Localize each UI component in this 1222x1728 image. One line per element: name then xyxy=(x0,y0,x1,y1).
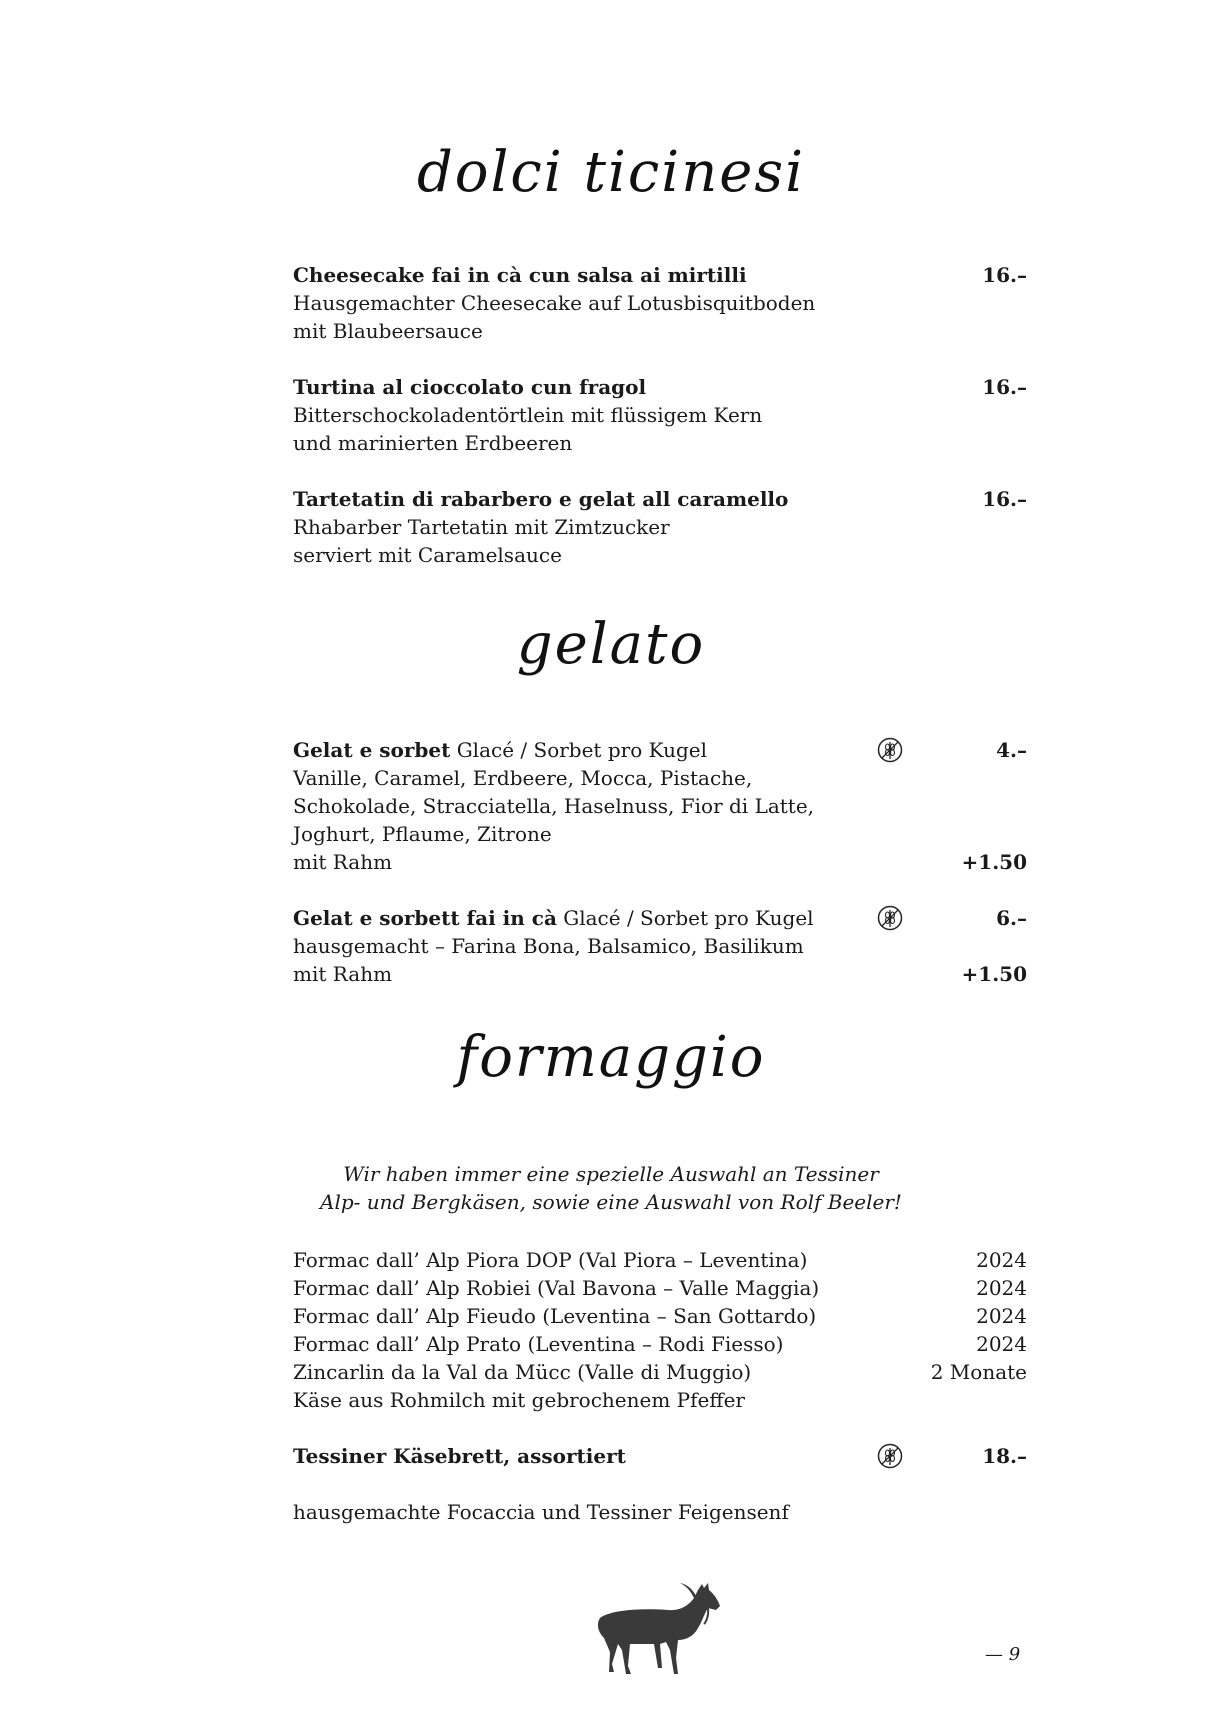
extra-label: mit Rahm xyxy=(293,850,393,874)
dolci-items xyxy=(293,261,1027,569)
extra-label: mit Rahm xyxy=(293,962,393,986)
item-name: Turtina al cioccolato cun fragol xyxy=(293,375,647,399)
menu-item xyxy=(293,736,1027,876)
intro-line: Alp- und Bergkäsen, sowie eine Auswahl von Rolf Beeler! xyxy=(320,1190,902,1214)
menu-item xyxy=(293,373,1027,457)
item-subtitle: Glacé / Sorbet pro Kugel xyxy=(556,906,814,930)
item-name: Tessiner Käsebrett, assortiert xyxy=(293,1444,626,1468)
menu-item xyxy=(293,485,1027,569)
item-name: Cheesecake fai in cà cun salsa ai mirtilli xyxy=(293,263,747,287)
wheat-icon xyxy=(877,1443,903,1469)
menu-item xyxy=(293,904,1027,988)
cheese-row: Zincarlin da la Val da Mücc (Valle di Muggio) 2 Monate xyxy=(293,1360,1027,1384)
item-desc: hausgemacht – Farina Bona, Balsamico, Basilikum xyxy=(293,934,804,958)
item-price: 16.– xyxy=(982,487,1027,511)
wheat-icon xyxy=(877,737,903,763)
intro-line: Wir haben immer eine spezielle Auswahl an Tessiner xyxy=(343,1162,879,1186)
item-desc: mit Blaubeersauce xyxy=(293,319,483,343)
cheese-note: Käse aus Rohmilch mit gebrochenem Pfeffer xyxy=(293,1388,745,1412)
item-desc: Bitterschockoladentörtlein mit flüssigem Kern xyxy=(293,403,763,427)
cheese-row: Formac dall’ Alp Prato (Leventina – Rodi Fiesso) 2024 xyxy=(293,1332,1027,1356)
item-price: 4.– xyxy=(996,738,1027,762)
cheese-list xyxy=(293,1246,1027,1526)
board-note: hausgemachte Focaccia und Tessiner Feigensenf xyxy=(293,1500,789,1524)
item-subtitle: Glacé / Sorbet pro Kugel xyxy=(450,738,708,762)
extra-price: +1.50 xyxy=(961,962,1027,986)
cheese-row: Formac dall’ Alp Robiei (Val Bavona – Valle Maggia) 2024 xyxy=(293,1276,1027,1300)
heading-formaggio: formaggio xyxy=(456,1025,766,1090)
item-desc: Hausgemachter Cheesecake auf Lotusbisquitboden xyxy=(293,291,816,315)
gelato-items xyxy=(293,736,1027,988)
goat-icon xyxy=(590,1580,724,1678)
item-name: Tartetatin di rabarbero e gelat all caramello xyxy=(293,487,789,511)
item-price: 18.– xyxy=(982,1444,1027,1468)
page-number: — 9 xyxy=(985,1644,1021,1665)
item-price: 16.– xyxy=(982,263,1027,287)
extra-price: +1.50 xyxy=(961,850,1027,874)
item-desc: serviert mit Caramelsauce xyxy=(293,543,562,567)
formaggio-intro xyxy=(0,1160,1222,1216)
item-price: 6.– xyxy=(996,906,1027,930)
cheese-row: Formac dall’ Alp Piora DOP (Val Piora – Leventina) 2024 xyxy=(293,1248,1027,1272)
item-desc: Rhabarber Tartetatin mit Zimtzucker xyxy=(293,515,670,539)
item-desc: Joghurt, Pflaume, Zitrone xyxy=(293,822,552,846)
item-desc: und marinierten Erdbeeren xyxy=(293,431,573,455)
item-desc: Vanille, Caramel, Erdbeere, Mocca, Pistache, xyxy=(293,766,753,790)
heading-dolci: dolci ticinesi xyxy=(416,140,806,205)
item-price: 16.– xyxy=(982,375,1027,399)
item-desc: Schokolade, Stracciatella, Haselnuss, Fior di Latte, xyxy=(293,794,815,818)
wheat-icon xyxy=(877,905,903,931)
item-name: Gelat e sorbett fai in cà xyxy=(293,906,557,930)
heading-gelato: gelato xyxy=(516,612,706,677)
menu-item xyxy=(293,261,1027,345)
cheese-row: Formac dall’ Alp Fieudo (Leventina – San Gottardo) 2024 xyxy=(293,1304,1027,1328)
menu-item xyxy=(293,1442,1027,1470)
item-name: Gelat e sorbet xyxy=(293,738,451,762)
